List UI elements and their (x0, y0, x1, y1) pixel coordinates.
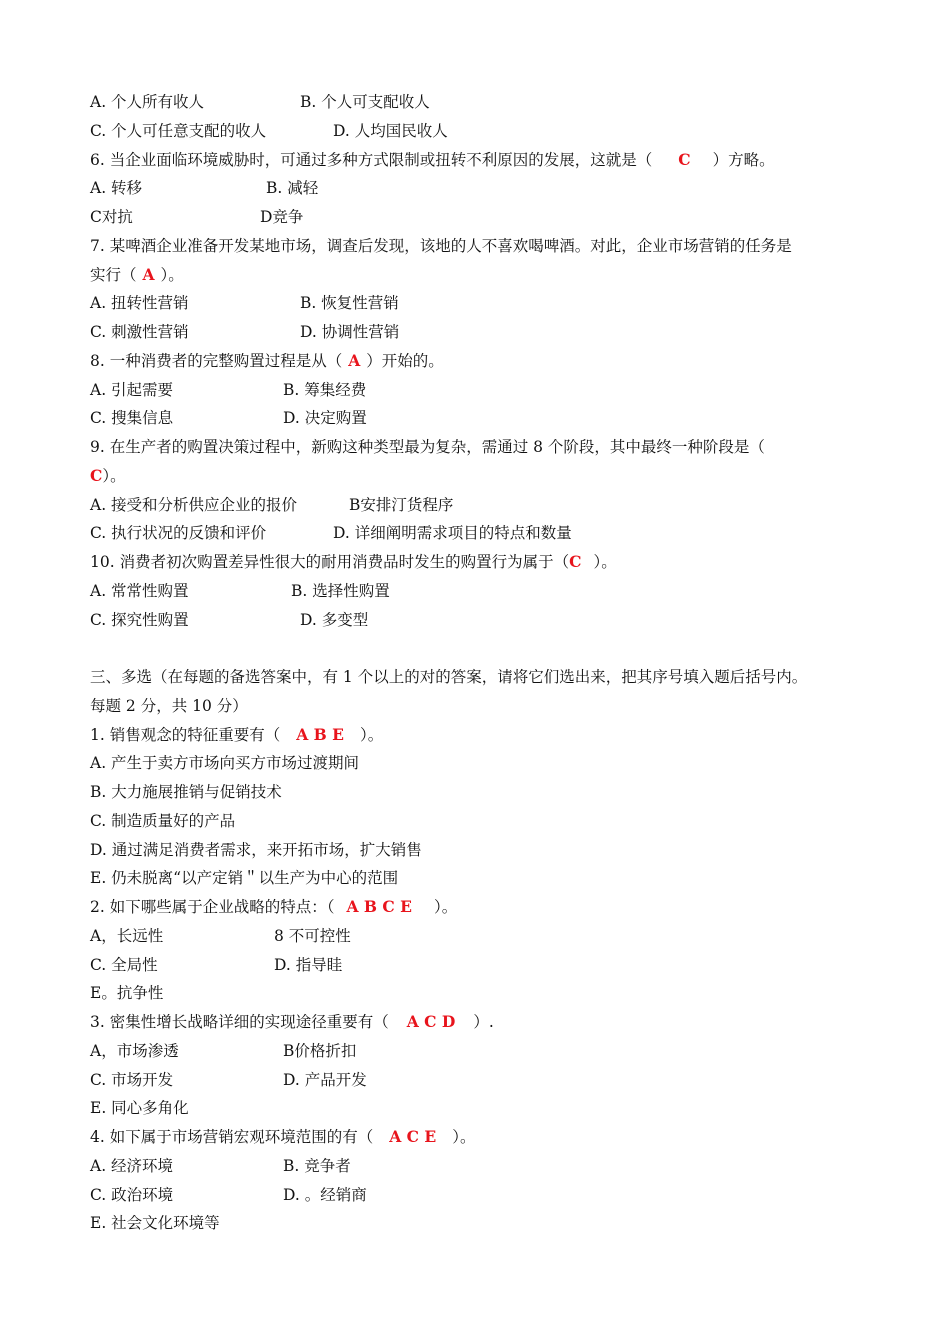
q6-option-d: D竞争 (260, 208, 304, 226)
m1-option-b: B. 大力施展推销与促销技术 (90, 783, 282, 801)
section3-heading-text-1: 三、多选（在每题的备选答案中，有 1 个以上的对的答案，请将它们选出来，把其序号填入题后括号内。 (90, 668, 808, 686)
q9-option-b: B安排汀货程序 (349, 495, 454, 514)
m4-option-a: A. 经济环境 (90, 1156, 174, 1175)
m2-option-c: C. 全局性 (90, 955, 158, 974)
q9-option-d: D. 详细阐明需求项目的特点和数量 (333, 524, 572, 543)
m2-option-e: E。抗争性 (90, 984, 164, 1003)
section3-heading-text-2: 每题 2 分，共 10 分） (90, 696, 248, 715)
m3-option-d: D. 产品开发 (283, 1070, 367, 1089)
m4-option-d: D. 。经销商 (283, 1185, 367, 1204)
q8-answer: A (348, 350, 361, 370)
q6-answer: C (678, 149, 691, 169)
m2-option-e-row (90, 979, 870, 1008)
section3-heading-line-2 (90, 692, 870, 721)
q9-text-post: ）。 (102, 466, 126, 485)
q6-text-pre: 6. 当企业面临环境威胁时，可通过多种方式限制或扭转不利原因的发展，这就是（ (90, 150, 653, 169)
m1-option-a: A. 产生于卖方市场向买方市场过渡期间 (90, 754, 360, 773)
q9-options-row-1 (90, 491, 870, 520)
q6-options-row-1 (90, 174, 870, 203)
q8-option-d: D. 决定购置 (283, 409, 367, 428)
q10-stem (90, 548, 870, 577)
q10-options-row-1 (90, 577, 870, 606)
m3-answer: A C D (406, 1012, 456, 1031)
m2-option-b: 8 不可控性 (274, 926, 351, 945)
m2-text-pre: 2. 如下哪些属于企业战略的特点：（ (90, 898, 335, 916)
m3-text-post: ）. (473, 1013, 494, 1031)
m2-text-post: ）。 (433, 898, 458, 916)
m4-answer: A C E (389, 1127, 437, 1146)
m1-text-post: ）。 (359, 725, 384, 744)
m1-option-d-row (90, 836, 870, 865)
q5-option-c: C. 个人可任意支配的收人 (90, 121, 267, 140)
q7-option-c: C. 刺激性营销 (90, 323, 189, 341)
m1-answer: A B E (296, 724, 344, 744)
q9-answer: C (90, 465, 103, 485)
m2-options-row-2 (90, 951, 870, 980)
m4-text-pre: 4. 如下属于市场营销宏观环境范围的有（ (90, 1128, 374, 1146)
m3-options-row-1 (90, 1037, 870, 1066)
m4-options-row-1 (90, 1152, 870, 1181)
q10-text-pre: 10. 消费者初次购置差异性很大的耐用消费品时发生的购置行为属于（ (90, 553, 570, 571)
m4-option-e: E. 社会文化环境等 (90, 1214, 220, 1233)
q5-options-row-1 (90, 88, 870, 117)
m4-stem (90, 1123, 870, 1152)
q8-options-row-2 (90, 404, 870, 433)
m1-option-a-row (90, 749, 870, 778)
m1-option-c-row (90, 807, 870, 836)
document-content (90, 88, 870, 1238)
q7-stem-line-2 (90, 261, 870, 290)
q7-text-line-1: 7. 某啤酒企业准备开发某地市场，调查后发现，该地的人不喜欢喝啤酒。对此，企业市场营销的任务是 (90, 236, 792, 255)
q9-option-c: C. 执行状况的反馈和评价 (90, 524, 267, 543)
q9-stem-line-1 (90, 433, 870, 462)
m1-option-e-row (90, 864, 870, 893)
m4-option-c: C. 政治环境 (90, 1185, 174, 1204)
m3-stem (90, 1008, 870, 1037)
q10-option-d: D. 多变型 (300, 610, 369, 629)
q7-options-row-1 (90, 289, 870, 318)
q5-option-d: D. 人均国民收人 (333, 121, 448, 140)
m3-option-c: C. 市场开发 (90, 1070, 174, 1089)
m3-text-pre: 3. 密集性增长战略详细的实现途径重要有（ (90, 1013, 389, 1031)
q10-text-post: ）。 (593, 553, 617, 571)
q7-text-post: ）。 (160, 265, 184, 284)
m2-option-a: A，长远性 (90, 926, 164, 945)
q7-option-a: A. 扭转性营销 (90, 294, 189, 313)
q9-options-row-2 (90, 519, 870, 548)
m2-options-row-1 (90, 922, 870, 951)
q7-options-row-2 (90, 318, 870, 347)
section-spacer (90, 634, 870, 663)
m1-text-pre: 1. 销售观念的特征重要有（ (90, 725, 281, 744)
q6-option-c: C对抗 (90, 208, 133, 226)
q7-answer: A (142, 264, 155, 284)
q5-options-row-2 (90, 117, 870, 146)
q8-option-b: B. 筹集经费 (283, 380, 367, 399)
m4-options-row-2 (90, 1181, 870, 1210)
q7-option-d: D. 协调性营销 (300, 323, 400, 341)
m4-option-e-row (90, 1209, 870, 1238)
m3-option-b: B价格折扣 (283, 1041, 357, 1060)
q10-answer: C (569, 552, 582, 571)
q6-options-row-2 (90, 203, 870, 232)
m4-option-b: B. 竞争者 (283, 1156, 351, 1175)
q9-option-a: A. 接受和分析供应企业的报价 (90, 495, 298, 514)
q7-text-pre: 实行（ (90, 265, 137, 284)
q10-option-b: B. 选择性购置 (291, 581, 390, 600)
m1-stem (90, 721, 870, 750)
m4-text-post: ）。 (452, 1128, 476, 1146)
q5-option-b: B. 个人可支配收人 (300, 93, 430, 111)
q8-stem (90, 347, 870, 376)
m1-option-e: E. 仍未脱离“以产定销＂以生产为中心的范围 (90, 869, 399, 888)
q10-option-a: A. 常常性购置 (90, 581, 189, 600)
m2-answer: A B C E (346, 897, 412, 916)
q8-options-row-1 (90, 376, 870, 405)
m3-option-e-row (90, 1094, 870, 1123)
q6-option-b: B. 减轻 (266, 179, 319, 198)
q10-option-c: C. 探究性购置 (90, 610, 189, 629)
q8-text-post: ）开始的。 (366, 351, 444, 370)
m3-option-e: E. 同心多角化 (90, 1099, 189, 1118)
q9-stem-line-2 (90, 462, 870, 491)
m1-option-c: C. 制造质量好的产品 (90, 811, 236, 830)
q8-text-pre: 8. 一种消费者的完整购置过程是从（ (90, 351, 343, 370)
q8-option-a: A. 引起需要 (90, 380, 174, 399)
q9-text-line-1: 9. 在生产者的购置决策过程中，新购这种类型最为复杂，需通过 8 个阶段，其中最终一种阶段是（ (90, 438, 765, 456)
q6-stem (90, 146, 870, 175)
m2-option-d: D. 指导眭 (274, 955, 343, 974)
q7-option-b: B. 恢复性营销 (300, 294, 399, 313)
section3-heading-line-1 (90, 663, 870, 692)
q10-options-row-2 (90, 606, 870, 635)
q6-text-post: ）方略。 (712, 150, 775, 169)
m3-options-row-2 (90, 1066, 870, 1095)
q6-option-a: A. 转移 (90, 179, 143, 198)
m3-option-a: A，市场渗透 (90, 1041, 179, 1060)
q8-option-c: C. 搜集信息 (90, 409, 174, 428)
m1-option-b-row (90, 778, 870, 807)
q7-stem-line-1 (90, 232, 870, 261)
m1-option-d: D. 通过满足消费者需求，来开拓市场，扩大销售 (90, 840, 422, 859)
q5-option-a: A. 个人所有收人 (90, 93, 205, 111)
m2-stem (90, 893, 870, 922)
